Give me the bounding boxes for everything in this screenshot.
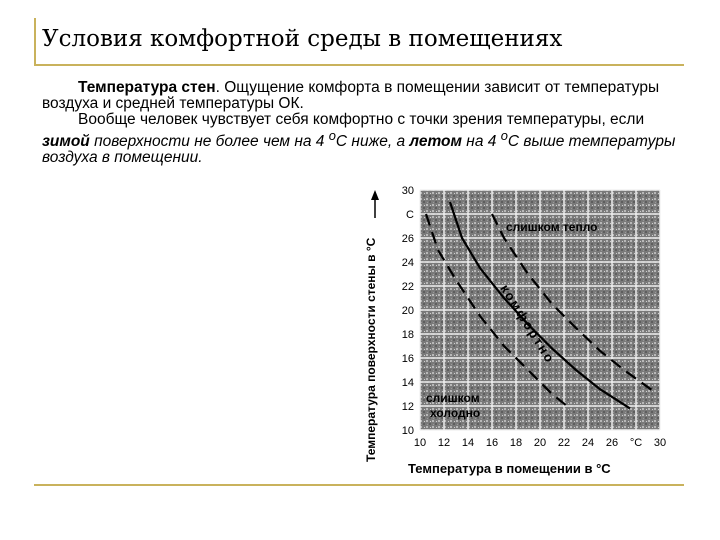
y-tick-label: 20 bbox=[401, 305, 414, 317]
x-tick-label: 14 bbox=[461, 437, 475, 449]
y-axis-label: Температура поверхности стены в °С bbox=[364, 237, 378, 462]
x-tick-label: 20 bbox=[533, 437, 547, 449]
paragraph-2-mid2: С ниже, а bbox=[335, 133, 410, 151]
paragraph-comfort bbox=[42, 112, 682, 166]
x-tick-label: 22 bbox=[557, 437, 571, 449]
y-tick-label: 12 bbox=[401, 401, 414, 413]
slide-title: Условия комфортной среды в помещениях bbox=[42, 26, 563, 52]
x-tick-label: °С bbox=[629, 437, 643, 449]
degree-mark-1: о bbox=[328, 128, 336, 143]
degree-mark-2: о bbox=[500, 128, 508, 143]
paragraph-wall-temperature bbox=[42, 80, 682, 112]
y-tick-label: С bbox=[406, 209, 414, 221]
frame-title-underline bbox=[34, 64, 684, 66]
frame-bottom-line bbox=[34, 484, 684, 486]
paragraph-2-start: Вообще человек чувствует себя комфортно с точки зрения температуры, если bbox=[78, 111, 645, 128]
paragraph-1-text: . Ощущение комфорта в помещении зависит от температуры воздуха и средней температуры ОК. bbox=[42, 79, 660, 112]
y-tick-label: 14 bbox=[401, 377, 414, 389]
y-tick-label: 10 bbox=[401, 425, 414, 437]
paragraph-2-end: С выше температуры воздуха в помещении. bbox=[42, 133, 676, 167]
slide-body bbox=[42, 80, 682, 166]
annotation-too-cold-line-2: холодно bbox=[430, 406, 481, 420]
y-tick-label: 30 bbox=[401, 185, 414, 197]
comfort-chart bbox=[360, 180, 670, 480]
x-tick-label: 10 bbox=[413, 437, 427, 449]
paragraph-2-mid3: на 4 bbox=[461, 133, 501, 151]
y-tick-label: 18 bbox=[401, 329, 414, 341]
y-tick-label: 22 bbox=[401, 281, 414, 293]
x-tick-label: 12 bbox=[437, 437, 451, 449]
emphasis-winter: зимой bbox=[42, 133, 90, 151]
y-tick-label: 16 bbox=[401, 353, 414, 365]
annotation-too-warm: слишком тепло bbox=[506, 220, 598, 234]
y-tick-label: 26 bbox=[401, 233, 414, 245]
annotation-comfortable: комфортно bbox=[497, 281, 559, 367]
x-tick-label: 26 bbox=[605, 437, 619, 449]
x-tick-label: 16 bbox=[485, 437, 499, 449]
x-tick-label: 18 bbox=[509, 437, 523, 449]
x-tick-label: 30 bbox=[653, 437, 667, 449]
x-axis-label: Температура в помещении в °С bbox=[408, 461, 611, 476]
emphasis-summer: летом bbox=[409, 133, 462, 151]
frame-vertical-line bbox=[34, 18, 36, 64]
y-axis-arrow bbox=[371, 190, 379, 218]
term-wall-temperature: Температура стен bbox=[78, 79, 216, 96]
annotation-too-cold-line-1: слишком bbox=[426, 391, 480, 405]
paragraph-2-mid1: поверхности не более чем на 4 bbox=[89, 133, 329, 151]
x-tick-label: 24 bbox=[581, 437, 595, 449]
y-tick-label: 24 bbox=[401, 257, 414, 269]
